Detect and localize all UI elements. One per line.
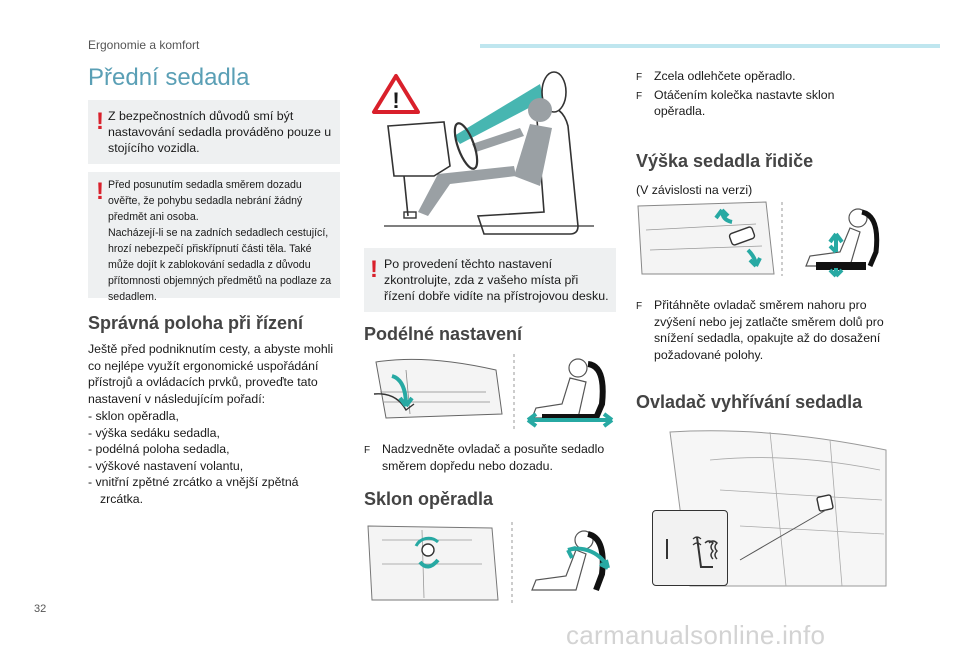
height-illustration [636, 200, 888, 278]
warning-text-2b: Nacházejí-li se na zadních sedadlech cestující, hrozí nebezpečí přiskřípnutí části těla. Také může dojít k zablokování sedadla z důvodu přítomnosti objemných předmětů na podlaze za sedadlem. [108, 227, 332, 303]
page-title: Přední sedadla [88, 64, 250, 91]
svg-text:!: ! [392, 88, 400, 113]
section-header: Ergonomie a komfort [88, 38, 200, 52]
warning-box-2 [88, 172, 340, 303]
watermark: carmanualsonline.info [566, 620, 826, 650]
list-item: - sklon opěradla, [88, 409, 179, 423]
warning-text-2a: Před posunutím sedadla směrem dozadu ověřte, že pohybu sedadla nebrání žádný předmět ani osoba. [108, 179, 303, 223]
page-number: 32 [34, 603, 47, 615]
height-bullet [636, 297, 888, 363]
warning-icon: ! [96, 178, 104, 205]
heading-height: Výška sedadla řidiče [636, 151, 814, 171]
warning-text-2 [108, 177, 336, 305]
backrest-bullet-2 [636, 87, 888, 120]
bullet-icon: F [636, 72, 643, 83]
driving-position-intro: Ještě před podniknutím cesty, a abyste mohli co nejlépe využít ergonomické uspořádání přístrojů a ovládacích prvků, proveďte tato nastavení v následujícím pořadí: [88, 342, 334, 406]
heating-button-closeup [652, 510, 728, 586]
longitudinal-illustration [366, 352, 618, 434]
header-accent-bar [480, 44, 940, 48]
backrest-illustration [362, 520, 618, 606]
backrest-bullets [636, 68, 888, 120]
list-item: - vnitřní zpětné zrcátko a vnější zpětná zrcátka. [88, 475, 299, 506]
backrest-text-1: Zcela odlehčete opěradlo. [654, 69, 796, 83]
heading-backrest: Sklon opěradla [364, 489, 494, 509]
heading-heating: Ovladač vyhřívání sedadla [636, 392, 863, 412]
list-item: - podélná poloha sedadla, [88, 442, 230, 457]
warning-icon: ! [370, 256, 378, 283]
driving-position-steps [88, 408, 340, 508]
bullet-icon: F [636, 90, 643, 102]
heading-longitudinal: Podélné nastavení [364, 324, 523, 344]
backrest-bullet-1 [636, 68, 888, 87]
height-text: Přitáhněte ovladač směrem nahoru pro zvýšení nebo jej zatlačte směrem dolů pro snížení sedadla, opakujte až do dosažení požadované polohy. [654, 298, 884, 362]
warning-box-3 [364, 248, 616, 312]
height-note: (V závislosti na verzi) [636, 183, 753, 197]
warning-box-1 [88, 100, 340, 164]
backrest-text-2: Otáčením kolečka nastavte sklon opěradla. [654, 87, 835, 119]
bullet-icon: F [364, 445, 371, 456]
longitudinal-bullet [364, 441, 616, 474]
longitudinal-text: Nadzvedněte ovladač a posuňte sedadlo směrem dopředu nebo dozadu. [382, 442, 605, 473]
list-item: - výška sedáku sedadla, [88, 425, 220, 440]
warning-text-1: Z bezpečnostních důvodů smí být nastavování sedadla prováděno pouze u stojícího vozidla. [108, 109, 332, 155]
driving-position-illustration [364, 66, 616, 238]
list-item: - výškové nastavení volantu, [88, 458, 244, 473]
bullet-icon: F [636, 301, 643, 312]
warning-icon: ! [96, 108, 104, 135]
warning-text-3: Po provedení těchto nastavení zkontrolujte, zda z vašeho místa při řízení dobře vidíte na přístrojovou desku. [384, 257, 609, 303]
heading-driving-position: Správná poloha při řízení [88, 313, 304, 333]
